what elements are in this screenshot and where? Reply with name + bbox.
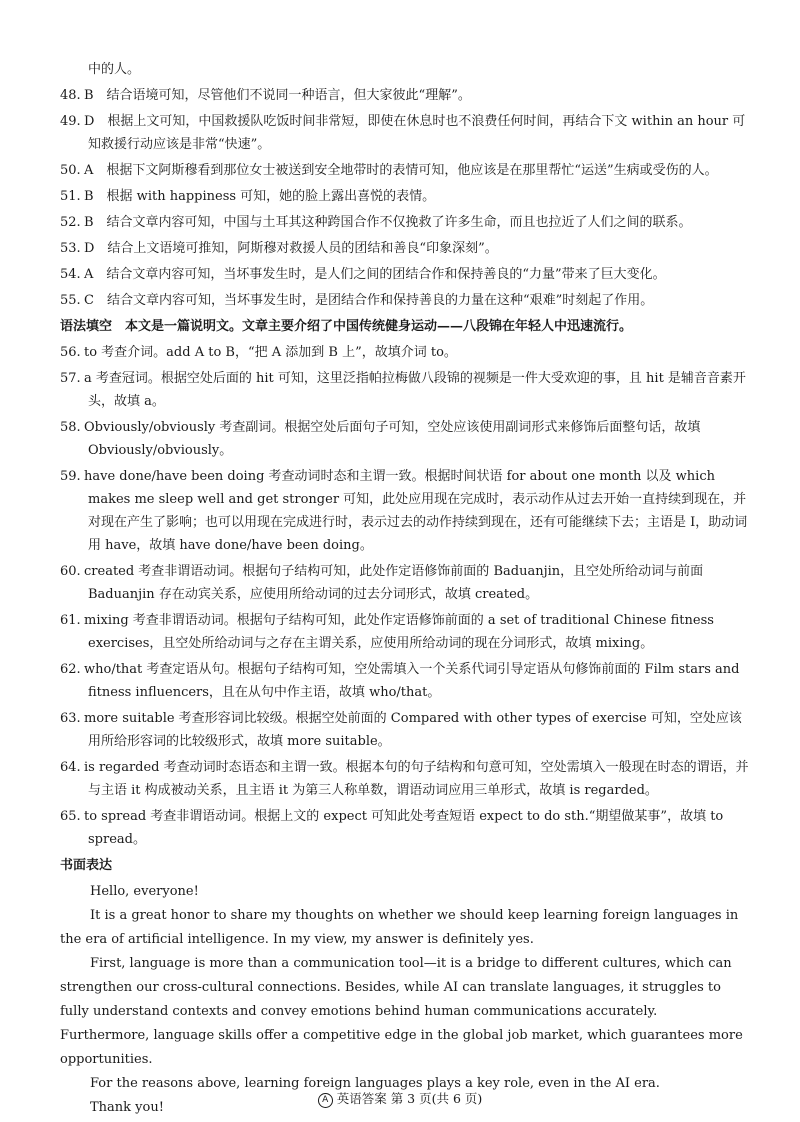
answer-number: 48. (60, 88, 81, 103)
answer-explanation: to spread 考查非谓语动词。根据上文的 expect 可知此处考查短语 expect to do sth.“期望做某事”，故填 to spread。 (84, 809, 724, 847)
answer-number: 53. (60, 241, 81, 256)
answer-item-64 (60, 756, 750, 802)
answer-number: 64. (60, 760, 81, 775)
answer-item-54 (60, 263, 750, 286)
answer-number: 59. (60, 469, 81, 484)
page-number-text: 英语答案 第 3 页(共 6 页) (336, 1091, 483, 1106)
previous-answer-tail: 中的人。 (88, 62, 141, 77)
answer-number: 50. (60, 163, 81, 178)
answer-number: 63. (60, 711, 81, 726)
answer-item-59 (60, 465, 750, 557)
model-essay (60, 880, 750, 1120)
answer-item-55 (60, 289, 750, 312)
answer-explanation: is regarded 考查动词时态语态和主谓一致。根据本句的句子结构和句意可知，空处需填入一般现在时态的谓语，并与主语 it 构成被动关系，且主语 it 为第三人称单数，谓语动词应用三单形式，故填 is regarded。 (84, 760, 749, 798)
answer-item-49 (60, 110, 750, 156)
answer-number: 49. (60, 114, 81, 129)
answer-number: 60. (60, 564, 81, 579)
answer-item-58 (60, 416, 750, 462)
answer-item-51 (60, 185, 750, 208)
essay-closing: Thank you! (90, 1100, 164, 1115)
answer-explanation: Obviously/obviously 考查副词。根据空处后面句子可知，空处应该使用副词形式来修饰后面整句话，故填 Obviously/obviously。 (84, 420, 701, 458)
answer-number: 58. (60, 420, 81, 435)
answer-number: 51. (60, 189, 81, 204)
essay-paragraph-intro: It is a great honor to share my thoughts on whether we should keep learning foreign languages in the era of artificial intelligence. In my view, my answer is definitely yes. (60, 908, 739, 947)
answer-explanation: B 结合语境可知，尽管他们不说同一种语言，但大家彼此“理解”。 (84, 88, 471, 103)
answer-explanation: to 考查介词。add A to B，“把 A 添加到 B 上”，故填介词 to。 (84, 345, 457, 360)
answer-item-65 (60, 805, 750, 851)
reading-answers-list (60, 84, 750, 312)
answer-explanation: who/that 考查定语从句。根据句子结构可知，空处需填入一个关系代词引导定语从句修饰前面的 Film stars and fitness influencers，且在从句中作主语，故填 who/that。 (84, 662, 740, 700)
answer-number: 54. (60, 267, 81, 282)
answer-explanation: a 考查冠词。根据空处后面的 hit 可知，这里泛指帕拉梅做八段锦的视频是一件大受欢迎的事，且 hit 是辅音音素开头，故填 a。 (84, 371, 746, 409)
answer-explanation: B 结合文章内容可知，中国与土耳其这种跨国合作不仅挽救了许多生命，而且也拉近了人们之间的联系。 (84, 215, 692, 230)
answer-item-63 (60, 707, 750, 753)
answer-number: 65. (60, 809, 81, 824)
answer-explanation: created 考查非谓语动词。根据句子结构可知，此处作定语修饰前面的 Baduanjin，且空处所给动词与前面 Baduanjin 存在动宾关系，应使用所给动词的过去分词形式，故填 created。 (84, 564, 704, 602)
answer-item-57 (60, 367, 750, 413)
essay-paragraph-conclusion: For the reasons above, learning foreign languages plays a key role, even in the AI era. (90, 1076, 660, 1091)
answer-explanation: have done/have been doing 考查动词时态和主谓一致。根据时间状语 for about one month 以及 which makes me sleep well and get stronger 可知，此处应用现在完成时，表示动作从过去开始一直持续到现在，并对现在产生了影响；也可以用现在完成进行时，表示过去的动作持续到现在，还有可能继续下去；主语是 I，助动词用 have，故填 have done/have been doing。 (84, 469, 748, 553)
answer-number: 62. (60, 662, 81, 677)
answer-explanation: D 结合上文语境可推知，阿斯穆对救援人员的团结和善良“印象深刻”。 (84, 241, 498, 256)
answer-explanation: A 结合文章内容可知，当坏事发生时，是人们之间的团结合作和保持善良的“力量”带来了巨大变化。 (84, 267, 666, 282)
answer-item-50 (60, 159, 750, 182)
answer-item-48 (60, 84, 750, 107)
answer-item-53 (60, 237, 750, 260)
answer-explanation: D 根据上文可知，中国救援队吃饭时间非常短，即使在休息时也不浪费任何时间，再结合下文 within an hour 可知救援行动应该是非常“快速”。 (84, 114, 746, 152)
answer-item-60 (60, 560, 750, 606)
grammar-section-heading: 语法填空 本文是一篇说明文。文章主要介绍了中国传统健身运动——八段锦在年轻人中迅速流行。 (60, 319, 633, 334)
answer-item-61 (60, 609, 750, 655)
answer-number: 52. (60, 215, 81, 230)
writing-section-heading: 书面表达 (60, 858, 113, 873)
answer-explanation: mixing 考查非谓语动词。根据句子结构可知，此处作定语修饰前面的 a set of traditional Chinese fitness exercises，且空处所给动词与之存在主谓关系，应使用所给动词的现在分词形式，故填 mixing。 (84, 613, 714, 651)
answer-number: 57. (60, 371, 81, 386)
answer-number: 55. (60, 293, 81, 308)
answer-explanation: C 结合文章内容可知，当坏事发生时，是团结合作和保持善良的力量在这种“艰难”时刻起了作用。 (84, 293, 654, 308)
paper-version-badge: A (318, 1093, 333, 1108)
answer-explanation: B 根据 with happiness 可知，她的脸上露出喜悦的表情。 (84, 189, 436, 204)
answer-explanation: A 根据下文阿斯穆看到那位女士被送到安全地带时的表情可知，他应该是在那里帮忙“运送”生病或受伤的人。 (84, 163, 718, 178)
grammar-answers-list (60, 341, 750, 851)
page-content (60, 58, 750, 1120)
page-footer (0, 1090, 800, 1108)
essay-greeting: Hello, everyone! (90, 884, 199, 899)
answer-number: 56. (60, 345, 81, 360)
answer-item-56 (60, 341, 750, 364)
answer-item-62 (60, 658, 750, 704)
answer-number: 61. (60, 613, 81, 628)
answer-item-52 (60, 211, 750, 234)
answer-explanation: more suitable 考查形容词比较级。根据空处前面的 Compared with other types of exercise 可知，空处应该用所给形容词的比较级形式，故填 more suitable。 (84, 711, 742, 749)
essay-paragraph-body: First, language is more than a communication tool—it is a bridge to different cultures, which can strengthen our cross-cultural connections. Besides, while AI can translate languages, it struggles to fully understand contexts and convey emotions behind human communications accurately. Furthermore, language skills offer a competitive edge in the global job market, which guarantees more opportunities. (60, 956, 743, 1067)
